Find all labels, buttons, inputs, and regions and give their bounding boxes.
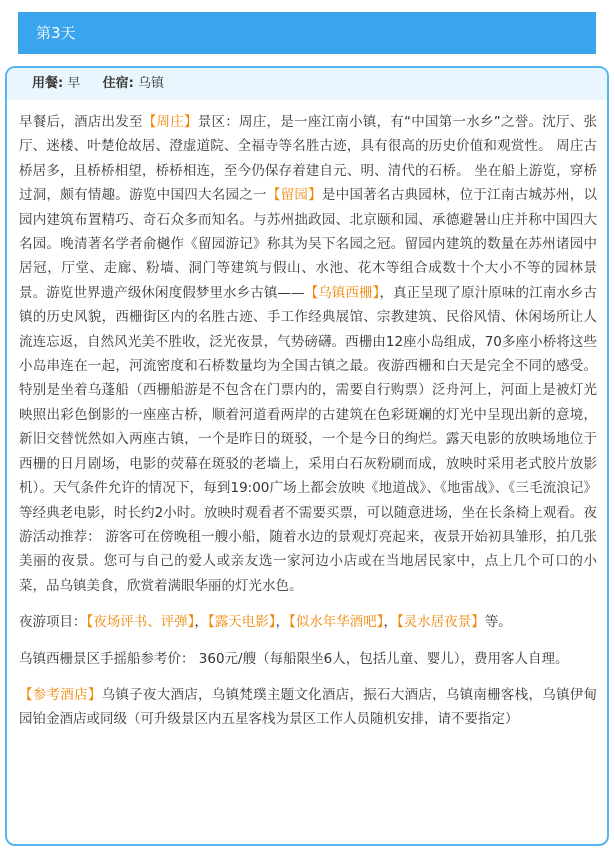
night-item-bar: 【似水年华酒吧】	[289, 614, 384, 631]
itinerary-paragraph	[19, 110, 597, 598]
hotel-label: 【参考酒店】	[19, 686, 102, 703]
itinerary-content	[7, 100, 607, 732]
text-segment: 是中国著名古典园林，位于江南古城苏州，以园内建筑布置精巧、奇石众多而知名。与苏州拙政园、北京颐和园、承德避暑山庄并称中国四大名园。晚清著名学者俞樾作《留园游记》称其为吴下名园之冠。留园内建筑的数量在苏州诸园中居冠，厅堂、走廊、粉墙、洞门等建筑与假山、水池、花木等组合成数十个大小不等的园林景景。游览世界遗产级休闲度假梦里水乡古镇——	[19, 187, 598, 301]
separator: ，	[194, 614, 208, 631]
meal-bar	[7, 68, 607, 100]
night-label: 夜游项目：	[19, 614, 87, 631]
separator: ，	[383, 614, 397, 631]
day-title: 第3天	[36, 24, 76, 42]
text-segment: ，真正呈现了原汁原味的江南水乡古镇的历史风貌，西栅街区内的名胜古迹、手工作经典展馆、宗教建筑、民俗风情、休闲场所让人流连忘返，自然风光美不胜收，泛光夜景，气势磅礴。西栅由12座小岛组成，70多座小桥将这些小岛串连在一起，河流密度和石桥数量均为全国古镇之最。夜游西栅和白天是完全不同的感受。特别是坐着乌蓬船（西栅船游是不包含在门票内的，需要自行购票）泛舟河上，河面上是被灯光映照出彩色倒影的一座座古桥，顺着河道看两岸的古建筑在色彩斑斓的灯光中呈现出新的意境，新旧交替恍然如入两座古镇，一个是昨日的斑驳，一个是今日的绚烂。露天电影的放映场地位于西栅的日月剧场，电影的荧幕在斑驳的老墙上，采用白石灰粉刷而成，放映时采用老式胶片放影机）。天气条件允许的情况下，每到19:00广场上都会放映《地道战》、《地雷战》、《三毛流浪记》等经典老电影，时长约2小时。放映时观看者不需要买票，可以随意进场，坐在长条椅上观看。夜游活动推荐： 游客可在傍晚租一艘小船，随着水边的景观灯亮起来，夜景开始初具雏形，拍几张美丽的夜景。您可与自己的爱人或亲友选一家河边小店或在当地居民家中，点上几个可口的小菜，品乌镇美食，欣赏着满眼华丽的灯光水色。	[19, 284, 598, 594]
hotel-reference	[19, 683, 597, 732]
text-segment: 早餐后，酒店出发至	[19, 114, 143, 130]
night-item-storytelling: 【夜场评书、评弹】	[86, 614, 195, 631]
meal-value: 早	[67, 76, 81, 91]
text-segment: 景区：周庄，是一座江南小镇，有“中国第一水乡”之誉。沈厅、张厅、迷楼、叶楚伧故居、澄虚道院、全福寺等名胜古迹，具有很高的历史价值和观赏性。 周庄古桥居多，且桥桥相望，桥桥相连，至今仍保存着建自元、明、清代的石桥。 坐在船上游览，穿桥过洞，颇有情趣。游览中国四大名园之一	[19, 114, 597, 204]
meal-label: 用餐:	[32, 76, 64, 91]
text-segment: 等。	[484, 614, 512, 631]
itinerary-card	[5, 66, 609, 846]
night-activities	[19, 610, 597, 634]
night-item-lingshuiju: 【灵水居夜景】	[397, 614, 485, 631]
highlight-liuyuan: 【留园】	[266, 187, 322, 204]
highlight-wuzhen-xizha: 【乌镇西栅】	[304, 284, 380, 301]
day-header	[18, 12, 596, 54]
highlight-zhouzhuang: 【周庄】	[142, 114, 198, 130]
boat-price: 乌镇西栅景区手摇船参考价： 360元/艘（每船限坐6人，包括儿童、婴儿），费用客人自理。	[19, 650, 569, 667]
night-item-open-air-cinema: 【露天电影】	[208, 614, 276, 631]
stay-label: 住宿:	[102, 76, 134, 91]
hotel-list: 乌镇子夜大酒店，乌镇梵璞主题文化酒店，振石大酒店，乌镇南栅客栈，乌镇伊甸园铂金酒店或同级（可升级景区内五星客栈为景区工作人员随机安排，请不要指定）	[19, 686, 598, 728]
stay-value: 乌镇	[137, 76, 164, 91]
separator: ，	[275, 614, 289, 631]
